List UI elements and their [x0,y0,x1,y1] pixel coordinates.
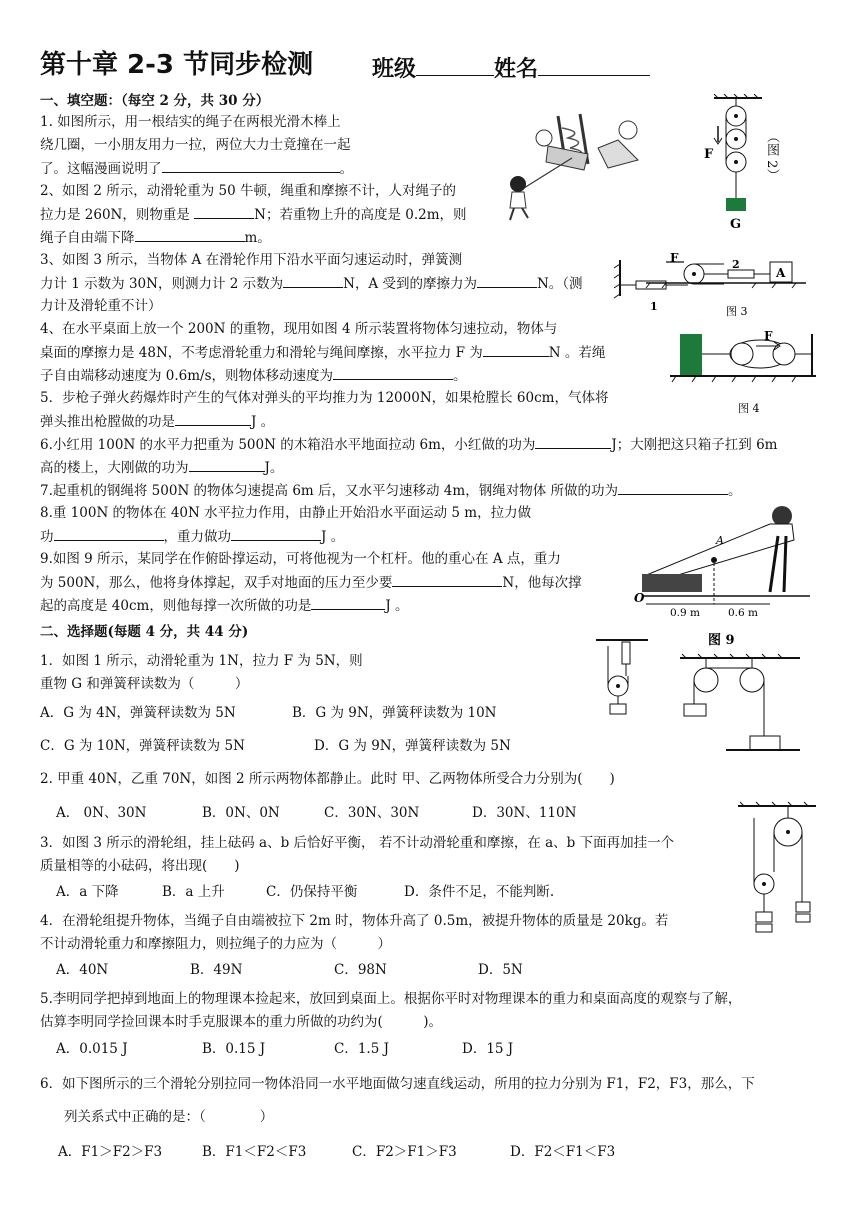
q9-line: 起的高度是 40cm，则他每撑一次所做的功是 J 。 [40,595,409,616]
s2-q4-option[interactable]: D．5N [478,962,523,978]
s2-q1-option[interactable]: D．G 为 9N，弹簧秤读数为 5N [314,738,511,754]
answer-blank[interactable] [162,158,340,173]
s2-q3-option[interactable]: A．a 下降 [56,884,119,900]
q6-line: 高的楼上，大刚做的功为 J。 [40,457,283,478]
answer-blank[interactable] [392,572,502,587]
q9-line: 9.如图 9 所示，某同学在作俯卧撑运动，可将他视为一个杠杆。他的重心在 A 点，重力 [40,551,561,567]
answer-blank[interactable] [535,434,611,449]
q4-line: 子自由端移动速度为 0.6m/s，则物体移动速度为 。 [40,365,467,386]
s2-q3-option[interactable]: C．仍保持平衡 [266,884,358,900]
class-label: 班级 [372,57,417,82]
s2-q6-option[interactable]: C．F2＞F1＞F3 [352,1144,457,1160]
q3-line: 力计 1 示数为 30N，则测力计 2 示数为 N，A 受到的摩擦力为 N。（测 [40,273,583,294]
q3-line: 力计及滑轮重不计） [40,298,162,314]
s2-q3-line: 质量相等的小砝码，将出现( ) [40,858,240,874]
s2-q1-line: 重物 G 和弹簧秤读数为（ ） [40,676,249,692]
class-blank[interactable] [416,61,494,76]
answer-blank[interactable] [194,204,254,219]
name-blank[interactable] [538,61,650,76]
fig2-F-label: F [704,147,714,162]
s2-q2-option[interactable]: A． 0N、30N [56,805,147,821]
answer-blank[interactable] [135,227,245,242]
name-label: 姓名 [494,57,539,82]
fig9-O-label: O [634,591,645,605]
s2-q5-line: 5.李明同学把掉到地面上的物理课本捡起来，放回到桌面上。根据你平时对物理课本的重力和桌面高度的观察与了解， [40,991,742,1007]
s2-q4-line: 4．在滑轮组提升物体，当绳子自由端被拉下 2m 时，物体升高了 0.5m，被提升物体的质量是 20kg。若 [40,913,669,929]
block [680,334,702,376]
s2-q3-line: 3．如图 3 所示的滑轮组，挂上砝码 a、b 后恰好平衡， 若不计动滑轮重和摩擦，在 a、b 下面再加挂一个 [40,835,675,851]
s2-q5-option[interactable]: B．0.15 J [202,1041,266,1057]
fig3-caption: 图 3 [726,305,748,318]
q8-line: 功 ，重力做功 J 。 [40,526,344,547]
q1-line: 了。这幅漫画说明了 。 [40,158,353,179]
class-name-fields [372,52,650,83]
fig2-caption: （图 2） [764,130,779,182]
s2-q4-option[interactable]: B．49N [190,962,243,978]
answer-blank[interactable] [175,411,251,426]
answer-blank[interactable] [483,342,549,357]
q2-line: 拉力是 260N，则物重是 N；若重物上升的高度是 0.2m，则 [40,204,467,225]
s2-q2-line: 2. 甲重 40N，乙重 70N，如图 2 所示两物体都静止。此时 甲、乙两物体所受合力分别为( ) [40,771,615,787]
fig3-2-label: 2 [732,258,740,271]
q2-line: 绳子自由端下降 m。 [40,227,271,248]
s2-q6-option[interactable]: A．F1＞F2＞F3 [58,1144,163,1160]
fig9-caption: 图 9 [708,633,735,648]
answer-blank[interactable] [54,526,164,541]
s2-q4-option[interactable]: A．40N [56,962,109,978]
answer-blank[interactable] [618,480,728,495]
fig3-F-label: F [670,252,679,265]
s2-q1-option[interactable]: C．G 为 10N，弹簧秤读数为 5N [40,738,245,754]
fig9-A-label: A [716,534,724,547]
s2-q6-line: 6．如下图所示的三个滑轮分别拉同一物体沿同一水平地面做匀速直线运动，所用的拉力分别为 F1，F2，F3，那么，下 [40,1076,755,1092]
section2-heading: 二、选择题(每题 4 分，共 44 分) [40,624,249,640]
fig4-caption: 图 4 [738,402,760,415]
answer-blank[interactable] [311,595,385,610]
s2-q6-option[interactable]: D．F2＜F1＜F3 [510,1144,616,1160]
fig2-G-label: G [730,217,742,232]
q7-line: 7.起重机的钢绳将 500N 的物体匀速提高 6m 后，又水平匀速移动 4m，钢绳对物体 所做的功为 。 [40,480,742,501]
s2-fig1-pulley [592,634,654,746]
fig4-pulley [660,330,820,418]
s2-q2-option[interactable]: D．30N、110N [472,805,577,821]
q6-line: 6.小红用 100N 的水平力把重为 500N 的木箱沿水平地面拉动 6m，小红做的功为 J；大刚把这只箱子扛到 6m [40,434,777,455]
page-title: 第十章 2-3 节同步检测 [40,50,314,80]
fig9-pushup [628,500,828,650]
q5-line: 弹头推出枪膛做的功是 J 。 [40,411,274,432]
q1-line: 绕几圈，一小朋友用力一拉，两位大力士竟撞在一起 [40,137,351,153]
s2-q3-option[interactable]: D．条件不足，不能判断. [404,884,555,900]
fig4-F-label: F [764,330,773,343]
s2-q5-option[interactable]: A．0.015 J [56,1041,128,1057]
legs [642,574,702,592]
section1-heading: 一、填空题：（每空 2 分，共 30 分） [40,93,270,109]
fig3-1-label: 1 [650,300,658,313]
s2-q5-option[interactable]: D．15 J [462,1041,514,1057]
q4-line: 桌面的摩擦力是 48N，不考虑滑轮重力和滑轮与绳间摩擦，水平拉力 F 为 N 。若绳 [40,342,605,363]
weight-block [726,198,746,211]
q2-line: 2、如图 2 所示，动滑轮重为 50 牛顿，绳重和摩擦不计，人对绳子的 [40,183,457,199]
fig3-pulley [606,252,822,320]
s2-q2-option[interactable]: B．0N、0N [202,805,280,821]
answer-blank[interactable] [189,457,265,472]
s2-q1-option[interactable]: A．G 为 4N，弹簧秤读数为 5N [40,705,236,721]
s2-fig2-pulley [676,652,804,792]
fig3-A-label: A [776,266,786,280]
s2-q6-option[interactable]: B．F1＜F2＜F3 [202,1144,307,1160]
q3-line: 3、如图 3 所示，当物体 A 在滑轮作用下沿水平面匀速运动时，弹簧测 [40,252,463,268]
q5-line: 5．步枪子弹火药爆炸时产生的气体对弹头的平均推力为 12000N，如果枪膛长 60cm，气体将 [40,390,609,406]
answer-blank[interactable] [333,365,453,380]
q4-line: 4、在水平桌面上放一个 200N 的重物，现用如图 4 所示装置将物体匀速拉动，物体与 [40,321,558,337]
s2-q3-option[interactable]: B．a 上升 [162,884,225,900]
tug-cartoon-figure [488,108,658,223]
s2-fig3-pulley [732,800,822,982]
s2-q4-line: 不计动滑轮重力和摩擦阻力，则拉绳子的力应为（ ） [40,936,391,952]
s2-q4-option[interactable]: C．98N [334,962,387,978]
answer-blank[interactable] [231,526,321,541]
fig9-d2: 0.6 m [728,607,758,619]
s2-q2-option[interactable]: C．30N、30N [324,805,420,821]
answer-blank[interactable] [283,273,343,288]
s2-q5-line: 估算李明同学捡回课本时手克服课本的重力所做的功约为( )。 [40,1014,443,1030]
s2-q5-option[interactable]: C．1.5 J [334,1041,390,1057]
s2-q6-line: 列关系式中正确的是：（ ） [64,1109,274,1125]
answer-blank[interactable] [477,273,537,288]
q1-line: 1. 如图所示，用一根结实的绳子在两根光滑木棒上 [40,114,341,130]
s2-q1-option[interactable]: B．G 为 9N，弹簧秤读数为 10N [292,705,497,721]
q9-line: 为 500N，那么，他将身体撑起，双手对地面的压力至少要 N，他每次撑 [40,572,582,593]
q8-line: 8.重 100N 的物体在 40N 水平拉力作用，由静止开始沿水平面运动 5 m，拉力做 [40,505,532,521]
s2-q1-line: 1．如图 1 所示，动滑轮重为 1N，拉力 F 为 5N，则 [40,653,363,669]
fig9-d1: 0.9 m [670,607,700,619]
